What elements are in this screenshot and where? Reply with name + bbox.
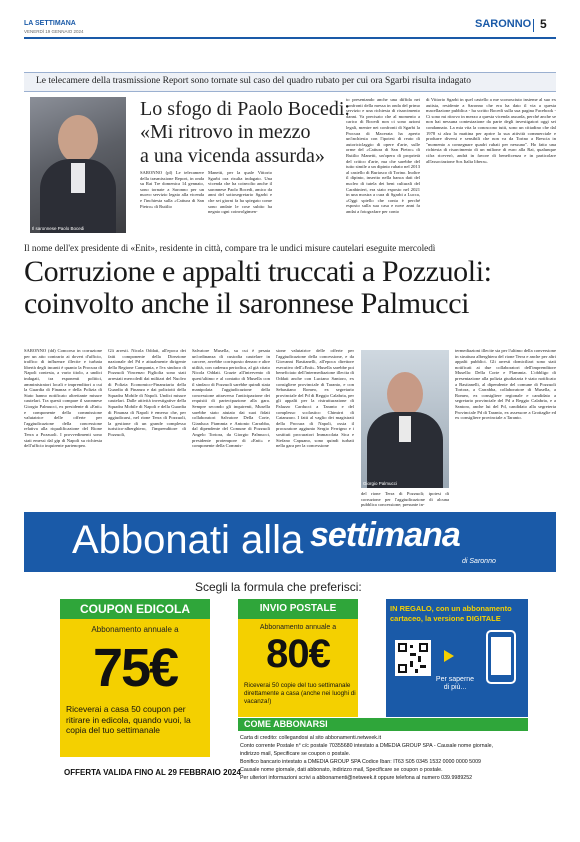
- story2-col4: sione valutatrice delle offerte per l'aggiudicazione della concessione, e da Giovanni Bastianelli, all'epoca direttore esecutivo dell'«Enit». Musella sarebbe poi beneficiato dell'intermediazione illecita di Oddati anche con Luciano Santoro, ex consigliere provinciale di Taranto, e con Sebastiano Romeo, ex segretario provinciale del Pd di Reggio Calabria, per gli appalti per la ristrutturazione di Palazzo Carducci a Taranto e del complesso scolastico Chimirri di Catanzaro. I fatti al vaglio dei magistrati della Procura di Napoli, ossia il procuratore aggiunto Sergio Ferrigno e i sostituti procuratori Immacolata Sica e Stefano Capuano, sono quindi turbati nella gara per la concessione: [276, 348, 354, 449]
- ad-scegli: Scegli la formula che preferisci:: [195, 580, 362, 594]
- postale-subtitle: Abbonamento annuale a: [259, 624, 337, 631]
- regalo-line1: IN REGALO, con un abbonamento: [390, 604, 512, 613]
- come-line5: Causale nome giornale, dati abbonato, indirizzo mail, Specificare se coupon o postale.: [240, 767, 443, 773]
- per-sapere[interactable]: Per saperne di più...: [435, 676, 475, 691]
- story1-title-line1: Lo sfogo di Paolo Bocedi:: [140, 98, 350, 120]
- coupon-subtitle: Abbonamento annuale a: [91, 625, 179, 634]
- story1-col3: to presentando anche una diffida nei confronti della messa in onda del primo servizio e una richiesta di risarcimento danni. Va precisato che al momento a carico di Bocedi non ci sono azioni legali, mentre nei confronti di Sgarbi la Procura di Macerata ha aperto un'inchiesta con l'ipotesi di reato di autoriciclaggio di opere d'arte, sulle orme del «Cattura di San Pietro» di Rutilio Manetti, un'opera di proprietà del critico d'arte, ma che sarebbe del tutto simile a un dipinto rubato nel 2013 al castello di Buriasco di Torino. Inoltre il dipinto, inserito nella banca dati del nucleo di tutela dei beni culturali del Carabinieri, era stato esposto nel 2021 in una mostra a cura di Sgarbi a Lucca, «Oggi spiello che conta è perché esposto sulla sua casa e nove anni fa andai a fotografare per conto: [346, 97, 420, 214]
- masthead-brand: LA SETTIMANA: [24, 20, 76, 27]
- qr-code-icon[interactable]: [395, 640, 431, 676]
- story1-kicker: Le telecamere della trasmissione Report sono tornate sul caso del quadro rubato per cui ora Sgarbi risulta indagato: [36, 76, 472, 86]
- story1-caption: Il saronnese Paolo Bocedi: [32, 226, 85, 231]
- come-line6: Per ulteriori informazioni scrivi a abbonamenti@netweek.it oppure telefona al numero 039.9989252: [240, 775, 473, 781]
- postale-price: 80€: [266, 632, 330, 676]
- story2-col5: del rione Terra di Pozzuoli; ipotesi di corruzione per l'aggiudicazione di alcuna pubblica concessione; presunte in-: [361, 491, 449, 508]
- story1-title-line2: «Mi ritrovo in mezzo: [140, 121, 311, 143]
- regalo-line2: cartaceo, la versione DIGITALE: [390, 614, 501, 623]
- ad-abbonati-text: Abbonati alla: [72, 518, 304, 562]
- come-line4: Bonifico bancario intestato a DMEDIA GROUP SPA Codice Iban: IT63 S05 0345 1532 0000 0000 5009: [240, 759, 481, 765]
- coupon-title: COUPON EDICOLA: [79, 602, 190, 616]
- postale-title: INVIO POSTALE: [259, 603, 337, 614]
- page-divider: [533, 19, 534, 32]
- offerta-validita: OFFERTA VALIDA FINO AL 29 FEBBRAIO 2024: [64, 768, 241, 777]
- come-title: COME ABBONARSI: [244, 719, 328, 729]
- story2-headline-line2: coinvolto anche il saronnese Palmucci: [24, 287, 470, 320]
- come-line2: Conto corrente Postale n° c/c postale 70355680 intestato a DMEDIA GROUP SPA - Causale nome giornale,: [240, 743, 494, 749]
- coupon-price: 75€: [92, 638, 178, 698]
- masthead-rule: [24, 37, 556, 39]
- smartphone-icon: [486, 630, 516, 684]
- story2-col6: termediazioni illecite sia per l'ultimo della conversione in struttura alberghiera del rione Terra e anche per altri appalti pubblici. Gli arresti domiciliari sono stati notificati ai due collaboratori dell'imprenditore Musella: Della Corte e Flammia. L'obbligo di presentazione alla polizia giudiziaria è stato notificato a Bastianelli, al dipendente del comune di Pozzuoli Tortora, a Carrabba, collaboratore di Musella, a Romeo, ex consigliere regionale e candidato a segretario provinciale del Pd a Reggio Calabria, e a Santoro, anche lui del Pd, candidato alla segreteria Provinciale Pd di Taranto, ex assessore a Grottaglie ed ex consigliere provinciale a Taranto.: [455, 348, 556, 421]
- story2-headline-line1: Corruzione e appalti truccati a Pozzuoli:: [24, 255, 492, 288]
- page-number: 5: [540, 17, 547, 31]
- section-name: SARONNO: [475, 18, 532, 30]
- story2-col2: Gli arresti. Nicola Oddati, all'epoca dei fatti componente della Direzione nazionale del Pd e attualmente dirigente della Regione Campania, e l'ex sindaco di Pozzuoli Vincenzo Figliolia sono stati arrestati mercoledì dai militari del Nucleo di Polizia Economico-Finanziaria della Guardia di Finanza e dai poliziotti della Squadra Mobile di Napoli. Undici misure cautelari. Dalle attività investigative della Squadra Mobile di Napoli e della Guardia di Finanza di Napoli è emerso che, per aggiudicarsi, nel rione Terra di Pozzuoli, la gestione di un grande complesso turistico-alberghiero, l'imprenditore di Pozzuoli,: [108, 348, 186, 437]
- story1-col1: SARONNO (pl) Le telecamere della trasmissione Report, in onda su Rai Tre domenica 14 gennaio, sono tornate a Saronno per un nuovo servizio legato alla vicenda e l'inchiesta sulla «Cattura di San Pietro» di Rutilio: [140, 170, 204, 209]
- postale-text: Riceverai 50 copie del tuo settimanale direttamente a casa (anche nei luoghi di vacanza!): [244, 682, 356, 705]
- masthead-date: VENERDÌ 19 GENNAIO 2024: [24, 29, 84, 34]
- story2-photo: [361, 350, 449, 488]
- story1-col4: di Vittorio Sgarbi in quel castello a me sconosciuto insieme al suo ex autista, residente a Saronno che era ha dato il via a questa macellazione pubblica - ha scritto Bocedi sulla sua pagina Facebook - Ci sono mi ritrovo in mezzo a questa vicenda assurda, perché anche se non hai nessuna contestazione da parte degli investigatori oggi sei condannato. La mia vita la conoscono tutti, sono un cittadino che dal 1978 si alza la mattina per aprire la sua attività commerciale e produrre diversi e sensibili che non va da Torino a Brescia in "momento a consegnare quadri rubati per nessuno". Ho fatto una richiesta di risarcimento di un milione di euro alla Rai, qualunque cifra riceverò, andrà in favore di beneficenza e in particolare all'associazione Sos Italia libera».: [426, 97, 556, 164]
- ad-settimana-logo: settimana: [310, 516, 460, 554]
- coupon-text: Riceverai a casa 50 coupon per ritirare in edicola, quando vuoi, la copia del tuo settimanale: [66, 704, 191, 735]
- story1-col2: Manetti, per la quale Vittorio Sgarbi ora risulta indagato. Una vicenda che ha coinvolto anche il saronnese Paolo Bocedi, amico da anni del sottosegretario Sgarbi e che sei giorni fa ha spiegato come sono andate le cose subito ha negato ogni coinvolgimen-: [208, 170, 272, 215]
- story2-kicker: Il nome dell'ex presidente di «Enit», residente in città, compare tra le undici misure cautelari eseguite mercoledì: [24, 243, 436, 253]
- ad-di-saronno: di Saronno: [462, 558, 496, 565]
- come-line1: Carta di credito: collegandosi al sito abbonamenti.netweek.it: [240, 735, 382, 741]
- story2-col3: Salvatore Musella, su cui è pesata un'ordinanza di custodia cautelare in carcere, avrebbe corrisposto denaro e altre utilità, con cadenza periodica, al già citato Nicola Oddati. Grazie all'intervento di quest'ultimo e al contatto di Musella con il sindaco di Pozzuoli sarebbe quindi stata manipolata l'aggiudicazione della concessione attraverso l'anticipazione dei requisiti di partecipazione alla gara. Sempre secondo gli inquirenti, Musella sarebbe stato aiutato dai suoi fidati collaboratori Salvatore Della Corte, Gianluca Fiammia e Antonio Carrabba, dal dipendente del Comune di Pozzuoli Angelo Tortora, da Giorgio Palmucci, presidente protempore di «Enit» e componente della Commis-: [192, 348, 270, 449]
- story1-photo: [30, 97, 126, 233]
- come-line3: indirizzo mail, Specificare se coupon o postale.: [240, 751, 351, 757]
- story2-col1: SARONNO (dd) Concorso in corruzione per un atto contrario ai doveri d'ufficio, traffico di influenze illecite e turbata libertà degli incanti è quanto la Procura di Napoli contesta, a vario titolo, a undici indagati, tra esponenti politici, amministratori locali e imprenditori a cui la Guardia di Finanza e della Polizia di Stato hanno notificato altrettante misure cautelari. Tra questi compare il saronnese Giorgio Palmucci, ex presidente di «Enit» e componente della commissione valutatrice delle offerte per l'aggiudicazione della concessione relativa alla riqualificazione del Rione Terra a Pozzuoli. I provvedimenti sono stati emessi dal gip di Napoli su richiesta dell'ufficio inquirente partenopeo.: [24, 348, 102, 449]
- arrow-icon: [444, 650, 454, 662]
- story2-caption: Giorgio Palmucci: [363, 481, 398, 486]
- story1-title-line3: a una vicenda assurda»: [140, 145, 325, 167]
